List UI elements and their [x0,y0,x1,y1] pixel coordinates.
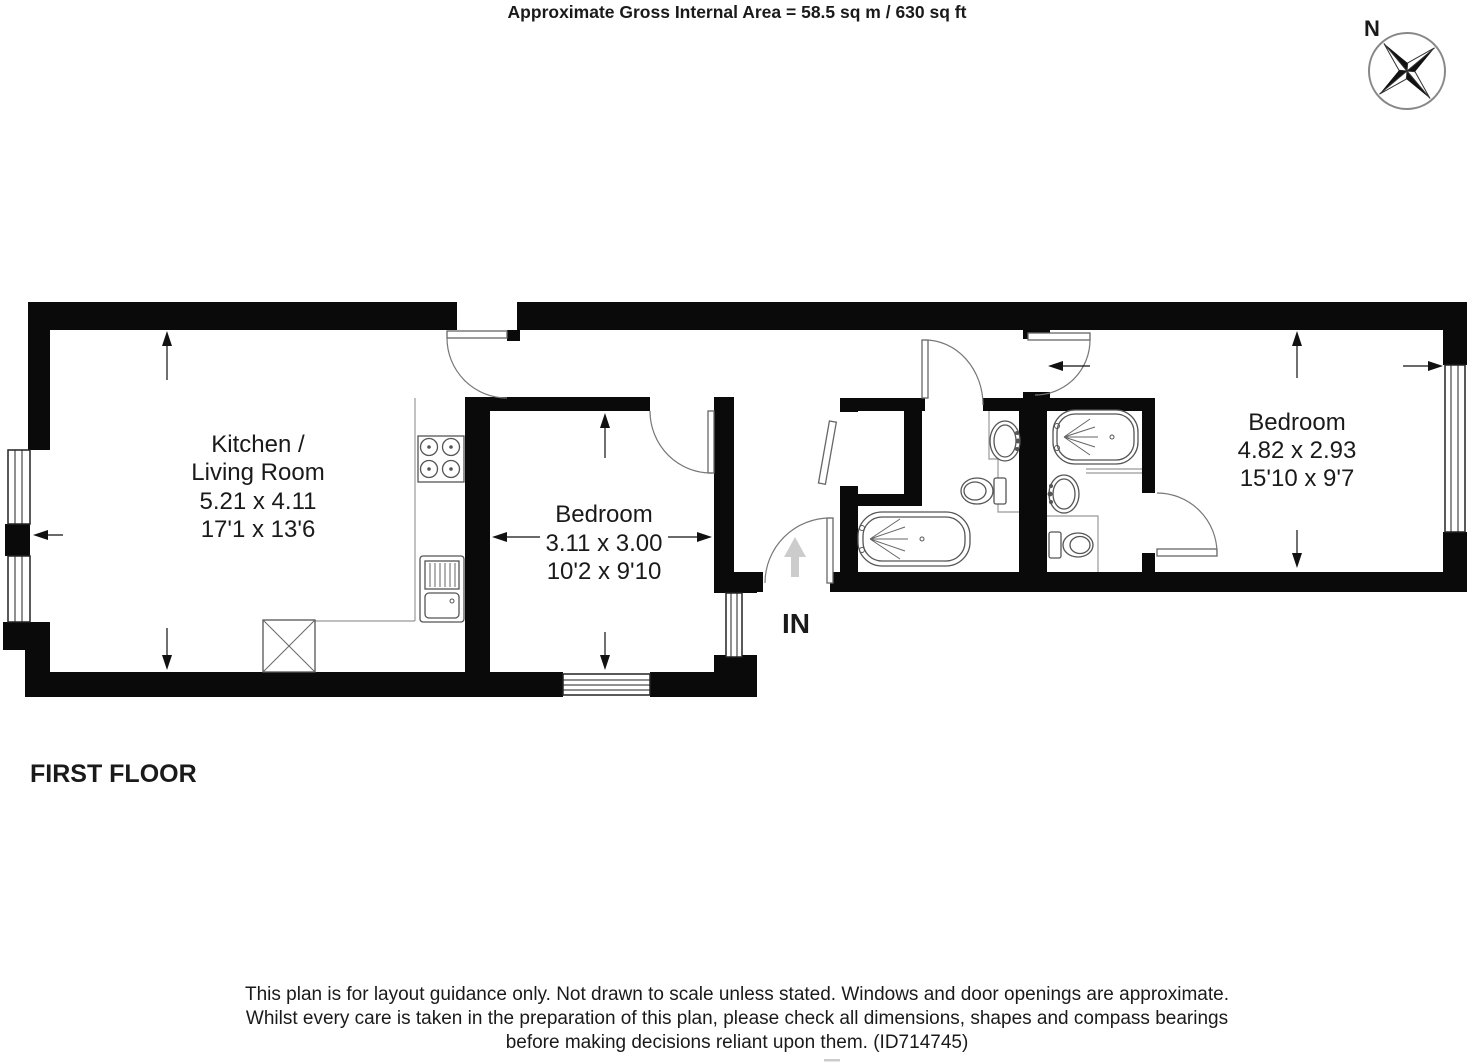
cropped-text-artifact [824,1059,840,1062]
basin2-icon [1048,475,1080,513]
kitchen-living-dim-metric: 5.21 x 4.11 [199,488,317,515]
bedroom2-dim-metric: 4.82 x 2.93 [1237,437,1357,464]
disclaimer-line-1: This plan is for layout guidance only. Not drawn to scale unless stated. Windows and door openings are approximate. [245,984,1229,1005]
window-kitchen-lower [8,556,30,622]
bedroom1-dim-imperial: 10'2 x 9'10 [546,558,662,585]
entrance-arrow-icon [784,537,806,577]
door-kitchen-top [447,331,507,398]
bathroom1-fixtures [858,411,1021,566]
door-bedroom2 [1157,493,1217,556]
window-kitchen-upper [8,450,30,524]
toilet2-icon [1049,532,1093,558]
basin1-icon [990,421,1021,461]
window-bedroom2 [1445,365,1465,532]
kitchen-living-name-line1: Kitchen / [211,431,305,458]
compass-north-label: N [1364,16,1380,41]
bathroom2-fixtures [1047,410,1142,572]
door-closet [818,421,836,484]
bedroom1-name: Bedroom [555,501,653,528]
gross-internal-area-title: Approximate Gross Internal Area = 58.5 sq m / 630 sq ft [507,2,967,22]
compass-icon [1356,16,1457,122]
disclaimer-line-3: before making decisions reliant upon them. (ID714745) [505,1032,969,1053]
bathtub1-icon [858,512,970,566]
bathtub2-icon [1053,410,1138,464]
disclaimer-line-2: Whilst every care is taken in the preparation of this plan, please check all dimensions, shapes and compass bearings [245,1008,1229,1029]
entrance-in-label: IN [782,608,810,639]
bedroom1-dim-metric: 3.11 x 3.00 [545,530,663,557]
toilet1-icon [961,478,1006,504]
hob-icon [418,436,464,482]
kitchen-sink-icon [420,556,464,622]
bedroom2-name: Bedroom [1248,409,1346,436]
kitchen-living-name-line2: Living Room [191,459,325,486]
disclaimer [245,984,1229,1062]
bedroom2-dim-imperial: 15'10 x 9'7 [1239,465,1355,492]
window-entry-side [726,593,742,657]
kitchen-living-dim-imperial: 17'1 x 13'6 [200,516,316,543]
floor-title: FIRST FLOOR [30,760,197,788]
door-bedroom1 [650,411,714,473]
room-labels [191,409,1356,639]
kitchen-unit-icon [263,620,315,672]
window-bedroom1 [563,674,650,695]
door-bathroom1 [922,340,983,405]
